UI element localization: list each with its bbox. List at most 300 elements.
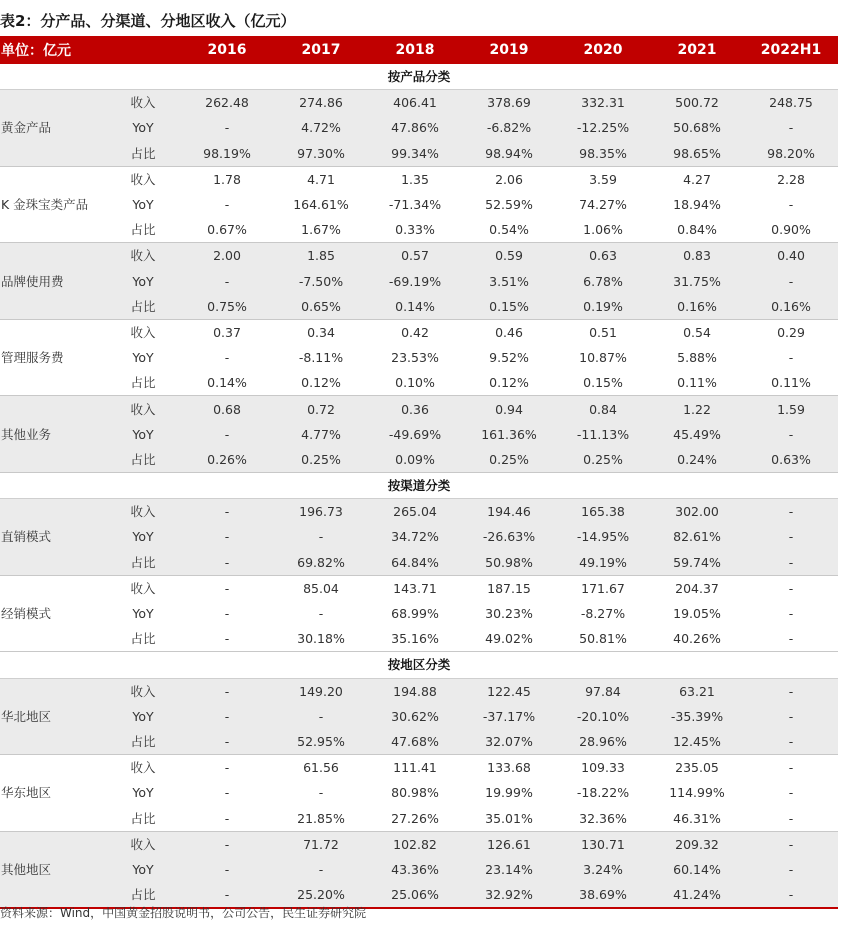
value-cell: 49.02% <box>462 626 556 652</box>
metric-cell: YoY <box>132 606 154 622</box>
value-cell: 47.86% <box>368 115 462 140</box>
value-cell: 0.34 <box>307 324 335 340</box>
value-cell: 1.59 <box>744 396 838 422</box>
category-cell: 管理服务费 <box>1 350 64 366</box>
year-header: 2020 <box>556 36 650 64</box>
value-cell: 1.67% <box>274 217 368 243</box>
value-cell: 2.00 <box>180 243 274 269</box>
value-cell: 0.72 <box>274 396 368 422</box>
metric-cell: 收入 <box>106 831 180 857</box>
value-cell: - <box>180 422 274 447</box>
value-cell: 0.15% <box>556 370 650 396</box>
value-cell: 80.98% <box>391 785 439 801</box>
metric-cell: YoY <box>132 197 154 213</box>
value-cell: - <box>180 626 274 652</box>
metric-cell: YoY <box>106 857 180 882</box>
value-cell: 0.68 <box>180 396 274 422</box>
metric-cell: 占比 <box>106 550 180 576</box>
value-cell: 0.11% <box>650 370 744 396</box>
metric-cell: 收入 <box>106 243 180 269</box>
value-cell: - <box>274 524 368 549</box>
value-cell: -6.82% <box>462 115 556 140</box>
table-row <box>0 857 838 882</box>
table-row <box>0 115 838 140</box>
table-row <box>0 831 838 857</box>
value-cell: 4.71 <box>307 171 335 187</box>
value-cell: 52.95% <box>274 729 368 755</box>
value-cell: 35.16% <box>368 626 462 652</box>
value-cell: -49.69% <box>368 422 462 447</box>
value-cell: 0.15% <box>462 294 556 320</box>
metric-cell: 收入 <box>106 396 180 422</box>
value-cell: - <box>744 524 838 549</box>
metric-cell: 占比 <box>106 294 180 320</box>
value-cell: 3.51% <box>462 269 556 294</box>
value-cell: - <box>788 606 794 622</box>
value-cell: 0.14% <box>180 370 274 396</box>
value-cell: -7.50% <box>274 269 368 294</box>
section-header-row <box>0 473 838 499</box>
value-cell: 31.75% <box>650 269 744 294</box>
value-cell: - <box>744 704 838 729</box>
value-cell: 143.71 <box>393 580 437 596</box>
value-cell: - <box>180 704 274 729</box>
table-row <box>0 319 838 345</box>
value-cell: 43.36% <box>368 857 462 882</box>
category-cell: 经销模式 <box>1 606 52 622</box>
category-cell <box>0 370 106 396</box>
value-cell: 114.99% <box>669 785 725 801</box>
value-cell: - <box>744 882 838 908</box>
value-cell: - <box>224 785 230 801</box>
value-cell: - <box>180 857 274 882</box>
value-cell: 32.36% <box>556 805 650 831</box>
table-row <box>0 269 838 294</box>
value-cell: 102.82 <box>368 831 462 857</box>
value-cell: 97.30% <box>274 141 368 167</box>
year-header: 2021 <box>650 36 744 64</box>
value-cell: 2.28 <box>777 171 805 187</box>
value-cell: 2.06 <box>495 171 523 187</box>
value-cell: 38.69% <box>556 882 650 908</box>
value-cell: 98.94% <box>462 141 556 167</box>
value-cell: - <box>744 422 838 447</box>
table-row <box>0 704 838 729</box>
value-cell: 4.27 <box>683 171 711 187</box>
value-cell: 25.20% <box>274 882 368 908</box>
value-cell: 0.29 <box>777 324 805 340</box>
table-row <box>0 345 838 370</box>
value-cell: 68.99% <box>391 606 439 622</box>
value-cell: 0.59 <box>462 243 556 269</box>
section-label: 按地区分类 <box>0 652 838 678</box>
value-cell: - <box>180 524 274 549</box>
value-cell: - <box>274 857 368 882</box>
year-header: 2016 <box>180 36 274 64</box>
value-cell: - <box>180 831 274 857</box>
category-cell <box>0 166 106 192</box>
table-row <box>0 805 838 831</box>
value-cell: 12.45% <box>650 729 744 755</box>
value-cell: - <box>180 678 274 704</box>
category-cell <box>0 243 106 269</box>
value-cell: 133.68 <box>487 760 531 776</box>
value-cell: -8.27% <box>580 606 626 622</box>
category-cell: 其他地区 <box>0 857 106 882</box>
value-cell: 265.04 <box>368 499 462 525</box>
value-cell: 0.10% <box>368 370 462 396</box>
value-cell: 164.61% <box>293 197 349 213</box>
metric-cell: YoY <box>132 350 154 366</box>
value-cell: 0.24% <box>650 447 744 473</box>
category-cell <box>0 805 106 831</box>
metric-cell: 占比 <box>106 217 180 243</box>
value-cell: 0.33% <box>368 217 462 243</box>
table-row <box>0 575 838 601</box>
value-cell: - <box>744 115 838 140</box>
value-cell: 98.65% <box>650 141 744 167</box>
value-cell: - <box>224 197 230 213</box>
value-cell: 34.72% <box>368 524 462 549</box>
value-cell: - <box>224 606 230 622</box>
value-cell: 69.82% <box>274 550 368 576</box>
value-cell: 18.94% <box>673 197 721 213</box>
value-cell: 149.20 <box>274 678 368 704</box>
table-row <box>0 90 838 116</box>
value-cell: 23.53% <box>391 350 439 366</box>
metric-cell: 收入 <box>130 324 156 340</box>
value-cell: 187.15 <box>487 580 531 596</box>
value-cell: 1.35 <box>401 171 429 187</box>
value-cell: 19.99% <box>485 785 533 801</box>
metric-cell: 收入 <box>130 580 156 596</box>
value-cell: 28.96% <box>556 729 650 755</box>
value-cell: 6.78% <box>556 269 650 294</box>
value-cell: 0.84% <box>650 217 744 243</box>
value-cell: 98.35% <box>556 141 650 167</box>
value-cell: 194.46 <box>462 499 556 525</box>
table-row <box>0 678 838 704</box>
metric-cell: 占比 <box>106 882 180 908</box>
value-cell: 0.94 <box>462 396 556 422</box>
value-cell: 204.37 <box>675 580 719 596</box>
table-row <box>0 396 838 422</box>
section-label: 按渠道分类 <box>0 473 838 499</box>
value-cell: 3.59 <box>589 171 617 187</box>
table-row <box>0 166 838 192</box>
value-cell: 47.68% <box>368 729 462 755</box>
value-cell: 21.85% <box>274 805 368 831</box>
value-cell: 0.90% <box>744 217 838 243</box>
category-cell <box>0 550 106 576</box>
section-header-row <box>0 652 838 678</box>
value-cell: 0.51 <box>589 324 617 340</box>
value-cell: - <box>788 760 794 776</box>
value-cell: 50.98% <box>462 550 556 576</box>
category-cell <box>0 447 106 473</box>
value-cell: 378.69 <box>462 90 556 116</box>
value-cell: 406.41 <box>368 90 462 116</box>
value-cell: 111.41 <box>393 760 437 776</box>
category-cell <box>0 396 106 422</box>
table-row <box>0 192 838 217</box>
metric-cell: 占比 <box>106 805 180 831</box>
table-row <box>0 370 838 396</box>
category-cell: 品牌使用费 <box>0 269 106 294</box>
value-cell: 0.84 <box>556 396 650 422</box>
value-cell: 98.19% <box>180 141 274 167</box>
category-cell <box>0 90 106 116</box>
header-metric-cell <box>106 36 180 64</box>
year-header: 2018 <box>368 36 462 64</box>
value-cell: 5.88% <box>677 350 717 366</box>
category-cell: 黄金产品 <box>0 115 106 140</box>
value-cell: -26.63% <box>462 524 556 549</box>
value-cell: 25.06% <box>368 882 462 908</box>
value-cell: 0.63 <box>556 243 650 269</box>
value-cell: 23.14% <box>462 857 556 882</box>
value-cell: - <box>180 115 274 140</box>
value-cell: 0.09% <box>368 447 462 473</box>
value-cell: 1.78 <box>213 171 241 187</box>
table-row <box>0 626 838 652</box>
table-row <box>0 294 838 320</box>
value-cell: 0.12% <box>274 370 368 396</box>
value-cell: 0.16% <box>650 294 744 320</box>
value-cell: -69.19% <box>368 269 462 294</box>
metric-cell: 收入 <box>106 678 180 704</box>
value-cell: 0.67% <box>180 217 274 243</box>
value-cell: - <box>318 606 324 622</box>
value-cell: 0.54 <box>683 324 711 340</box>
table-row <box>0 729 838 755</box>
section-header-row <box>0 64 838 90</box>
value-cell: - <box>180 269 274 294</box>
value-cell: -14.95% <box>556 524 650 549</box>
value-cell: 4.77% <box>274 422 368 447</box>
category-cell <box>0 678 106 704</box>
value-cell: - <box>180 729 274 755</box>
table-row <box>0 499 838 525</box>
value-cell: - <box>788 785 794 801</box>
value-cell: 332.31 <box>556 90 650 116</box>
category-cell <box>0 217 106 243</box>
category-cell <box>0 141 106 167</box>
value-cell: 71.72 <box>274 831 368 857</box>
value-cell: - <box>744 729 838 755</box>
value-cell: - <box>274 704 368 729</box>
value-cell: - <box>224 760 230 776</box>
value-cell: 0.40 <box>744 243 838 269</box>
metric-cell: YoY <box>106 115 180 140</box>
value-cell: 3.24% <box>556 857 650 882</box>
value-cell: 0.65% <box>274 294 368 320</box>
category-cell <box>0 575 106 601</box>
metric-cell: 占比 <box>106 370 180 396</box>
value-cell: - <box>744 626 838 652</box>
value-cell: -35.39% <box>650 704 744 729</box>
value-cell: 19.05% <box>673 606 721 622</box>
value-cell: 0.37 <box>213 324 241 340</box>
value-cell: 30.18% <box>274 626 368 652</box>
value-cell: 9.52% <box>489 350 529 366</box>
value-cell: 171.67 <box>581 580 625 596</box>
value-cell: 49.19% <box>556 550 650 576</box>
value-cell: - <box>744 831 838 857</box>
value-cell: -37.17% <box>462 704 556 729</box>
value-cell: - <box>788 350 794 366</box>
metric-cell: YoY <box>106 704 180 729</box>
value-cell: 0.25% <box>462 447 556 473</box>
value-cell: 97.84 <box>556 678 650 704</box>
value-cell: - <box>788 580 794 596</box>
value-cell: 59.74% <box>650 550 744 576</box>
value-cell: - <box>744 269 838 294</box>
table-row <box>0 243 838 269</box>
table-row <box>0 524 838 549</box>
value-cell: 1.85 <box>274 243 368 269</box>
table-title: 表2：分产品、分渠道、分地区收入（亿元） <box>0 12 296 30</box>
value-cell: - <box>180 499 274 525</box>
value-cell: - <box>318 785 324 801</box>
value-cell: - <box>744 805 838 831</box>
value-cell: 32.92% <box>462 882 556 908</box>
metric-cell: 占比 <box>106 626 180 652</box>
value-cell: 4.72% <box>274 115 368 140</box>
value-cell: 41.24% <box>650 882 744 908</box>
value-cell: 32.07% <box>462 729 556 755</box>
value-cell: -8.11% <box>298 350 344 366</box>
value-cell: 61.56 <box>303 760 339 776</box>
header-row <box>0 36 838 64</box>
table-row <box>0 601 838 626</box>
value-cell: 126.61 <box>462 831 556 857</box>
category-cell <box>0 294 106 320</box>
value-cell: 0.57 <box>368 243 462 269</box>
category-cell <box>0 831 106 857</box>
value-cell: 0.75% <box>180 294 274 320</box>
value-cell: 99.34% <box>368 141 462 167</box>
value-cell: 161.36% <box>462 422 556 447</box>
metric-cell: YoY <box>106 269 180 294</box>
value-cell: - <box>744 499 838 525</box>
year-header: 2019 <box>462 36 556 64</box>
value-cell: 262.48 <box>180 90 274 116</box>
table-row <box>0 422 838 447</box>
value-cell: 196.73 <box>274 499 368 525</box>
metric-cell: 收入 <box>130 171 156 187</box>
value-cell: 274.86 <box>274 90 368 116</box>
value-cell: 0.54% <box>462 217 556 243</box>
value-cell: 40.26% <box>650 626 744 652</box>
value-cell: 0.14% <box>368 294 462 320</box>
value-cell: -18.22% <box>576 785 630 801</box>
value-cell: 30.23% <box>485 606 533 622</box>
metric-cell: 占比 <box>106 141 180 167</box>
value-cell: 0.19% <box>556 294 650 320</box>
category-cell <box>0 626 106 652</box>
table-row <box>0 141 838 167</box>
category-cell <box>0 319 106 345</box>
value-cell: 209.32 <box>650 831 744 857</box>
value-cell: - <box>224 350 230 366</box>
value-cell: 248.75 <box>744 90 838 116</box>
table-body <box>0 64 838 908</box>
value-cell: 130.71 <box>556 831 650 857</box>
metric-cell: 收入 <box>130 760 156 776</box>
value-cell: 109.33 <box>581 760 625 776</box>
value-cell: - <box>180 805 274 831</box>
value-cell: 27.26% <box>368 805 462 831</box>
value-cell: 0.25% <box>274 447 368 473</box>
value-cell: - <box>224 580 230 596</box>
value-cell: 165.38 <box>556 499 650 525</box>
category-cell: 其他业务 <box>0 422 106 447</box>
metric-cell: 占比 <box>106 729 180 755</box>
value-cell: 0.26% <box>180 447 274 473</box>
value-cell: 0.16% <box>744 294 838 320</box>
value-cell: 0.12% <box>462 370 556 396</box>
value-cell: - <box>744 857 838 882</box>
value-cell: 35.01% <box>462 805 556 831</box>
metric-cell: 占比 <box>106 447 180 473</box>
year-header: 2017 <box>274 36 368 64</box>
value-cell: 52.59% <box>485 197 533 213</box>
category-cell <box>0 755 106 781</box>
source-note: 资料来源：Wind，中国黄金招股说明书，公司公告，民生证券研究院 <box>0 906 367 920</box>
value-cell: 45.49% <box>650 422 744 447</box>
year-header: 2022H1 <box>744 36 838 64</box>
category-cell <box>0 729 106 755</box>
value-cell: 0.46 <box>495 324 523 340</box>
value-cell: - <box>180 550 274 576</box>
value-cell: 63.21 <box>650 678 744 704</box>
metric-cell: 收入 <box>106 90 180 116</box>
value-cell: 30.62% <box>368 704 462 729</box>
value-cell: 0.36 <box>368 396 462 422</box>
value-cell: 60.14% <box>650 857 744 882</box>
value-cell: -71.34% <box>388 197 442 213</box>
category-cell <box>0 499 106 525</box>
value-cell: 50.81% <box>556 626 650 652</box>
table-row <box>0 755 838 781</box>
value-cell: 10.87% <box>579 350 627 366</box>
value-cell: 82.61% <box>650 524 744 549</box>
table-row <box>0 780 838 805</box>
section-label: 按产品分类 <box>0 64 838 90</box>
value-cell: - <box>744 678 838 704</box>
category-cell: 华北地区 <box>0 704 106 729</box>
value-cell: 0.42 <box>401 324 429 340</box>
category-cell: 直销模式 <box>0 524 106 549</box>
value-cell: 0.83 <box>650 243 744 269</box>
value-cell: 64.84% <box>368 550 462 576</box>
value-cell: - <box>788 197 794 213</box>
value-cell: -11.13% <box>556 422 650 447</box>
category-cell: K 金珠宝类产品 <box>1 197 89 213</box>
value-cell: 194.88 <box>368 678 462 704</box>
value-cell: 302.00 <box>650 499 744 525</box>
value-cell: 74.27% <box>579 197 627 213</box>
value-cell: -12.25% <box>556 115 650 140</box>
value-cell: 500.72 <box>650 90 744 116</box>
metric-cell: YoY <box>106 524 180 549</box>
metric-cell: YoY <box>132 785 154 801</box>
value-cell: 235.05 <box>675 760 719 776</box>
value-cell: 98.20% <box>744 141 838 167</box>
table-row <box>0 550 838 576</box>
value-cell: - <box>180 882 274 908</box>
